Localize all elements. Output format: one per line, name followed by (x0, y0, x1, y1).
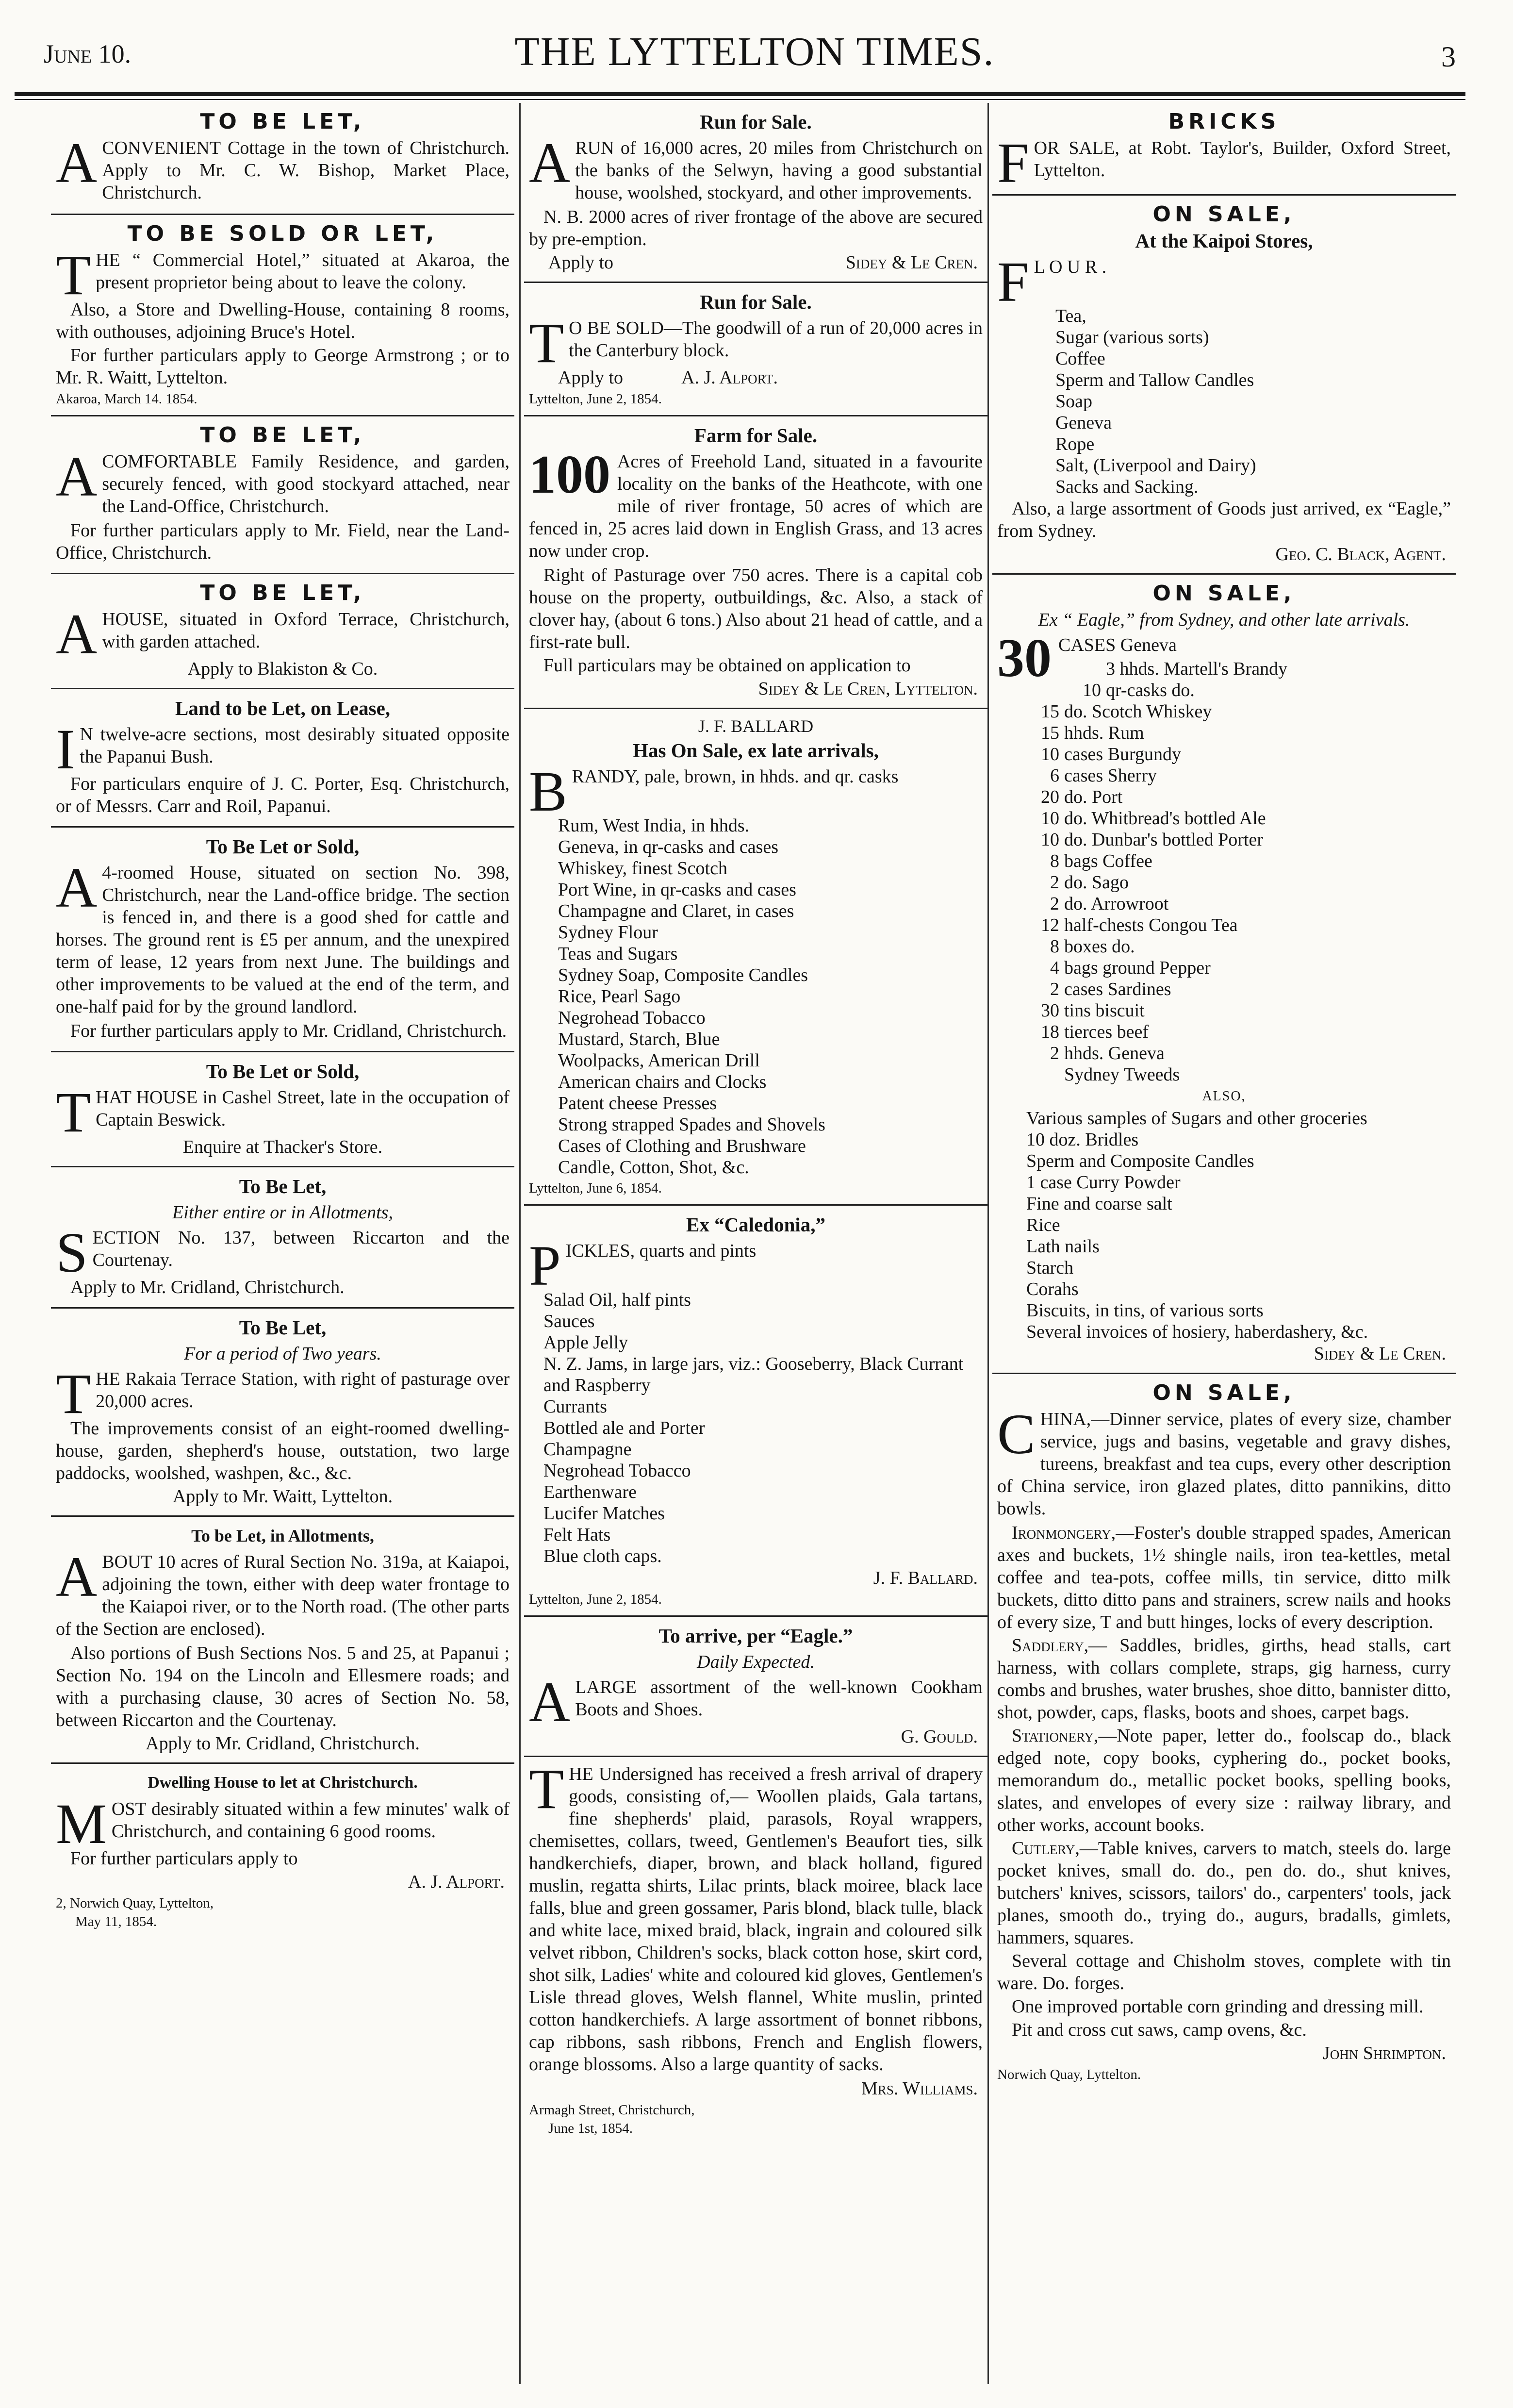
list-item: Starch (1026, 1258, 1074, 1278)
list-item: 10 qr-casks do. (1083, 680, 1195, 700)
advert (51, 1052, 514, 1167)
advert-date: Lyttelton, June 2, 1854. (529, 1592, 662, 1607)
list-item: Mustard, Starch, Blue (558, 1029, 720, 1049)
drop-cap: S (56, 1221, 88, 1284)
advert-heading: TO BE LET, (200, 581, 365, 605)
drop-cap: T (56, 1362, 91, 1426)
list-item: Coffee (1055, 349, 1105, 369)
advert-heading: Dwelling House to let at Christchurch. (148, 1774, 418, 1792)
advert-apply: Apply to (558, 367, 624, 388)
advert-body: N twelve-acre sections, most desirably situated opposite the Papanui Bush. (80, 724, 510, 767)
advert-heading: Run for Sale. (700, 111, 812, 133)
list-item: Sydney Soap, Composite Candles (558, 965, 808, 985)
advert-heading: To arrive, per “Eagle.” (658, 1625, 853, 1647)
advert-date: Lyttelton, June 2, 1854. (529, 391, 662, 407)
list-item: 15 hhds. Rum (1041, 723, 1144, 743)
advert-body: OST desirably situated within a few minutes' walk of Christchurch, and containing 6 good rooms. (111, 1799, 510, 1842)
issue-date: June 10. (44, 39, 132, 68)
list-item: Apple Jelly (543, 1332, 628, 1353)
advert-body: ECTION No. 137, between Riccarton and the Courtenay. (92, 1228, 510, 1270)
advert-body: RUN of 16,000 acres, 20 miles from Christchurch on the banks of the Selwyn, having a good substantial house, woolshed, stockyard, and other improvements. (575, 138, 983, 203)
advert-heading: ON SALE, (1152, 202, 1296, 227)
drop-cap: T (529, 1757, 564, 1821)
advert-body: HE “ Commercial Hotel,” situated at Akaroa, the present proprietor being about to leave the colony. (96, 250, 510, 293)
advert-address: 2, Norwich Quay, Lyttelton, (56, 1895, 214, 1911)
advert-body: HINA,—Dinner service, plates of every size, chamber service, jugs and basins, vegetable and gravy dishes, tureens, breakfast and tea cups, every other description of China service, iron glazed plates, ditto pannikins, ditto bowls. (997, 1409, 1451, 1519)
drop-cap: P (529, 1234, 561, 1297)
advert-date: Akaroa, March 14. 1854. (56, 391, 197, 407)
list-item: 10 do. Whitbread's bottled Ale (1041, 808, 1266, 829)
advert (51, 574, 514, 689)
item-list (543, 1289, 983, 1567)
list-item: 10 do. Dunbar's bottled Porter (1041, 830, 1264, 850)
list-item: Sydney Flour (558, 922, 658, 943)
list-item: American chairs and Clocks (558, 1072, 767, 1092)
list-item: Champagne (543, 1439, 632, 1460)
advert-body: LARGE assortment of the well-known Cookham Boots and Shoes. (575, 1677, 983, 1720)
advert-body: CONVENIENT Cottage in the town of Christchurch. Apply to Mr. C. W. Bishop, Market Place, Christchurch. (102, 138, 510, 203)
list-item: Negrohead Tobacco (558, 1008, 706, 1028)
list-item: Salad Oil, half pints (543, 1290, 691, 1310)
advert-paragraph: Saddlery,— Saddles, bridles, girths, head stalls, cart harness, with collars complete, straps, gig harness, curry combs and brushes, water brushes, shoe ditto, bannister ditto, shot, powder, caps, flasks, boots and shoes, carpet bags. (997, 1635, 1451, 1723)
advert-heading: Run for Sale. (700, 291, 812, 313)
advert-paragraph: Also, a Store and Dwelling-House, containing 8 rooms, with outhouses, adjoining Bruce's Hotel. (56, 299, 510, 342)
list-item: Bottled ale and Porter (543, 1418, 705, 1438)
list-item: Currants (543, 1396, 607, 1417)
advert-subheading: For a period of Two years. (184, 1344, 381, 1364)
list-item: Corahs (1026, 1279, 1079, 1299)
advert-paragraph: Also portions of Bush Sections Nos. 5 and 25, at Papanui ; Section No. 194 on the Lincoln and Ellesmere roads; and with a purchasing clause, 30 acres of Section No. 58, between Riccarton and the Courtenay. (56, 1643, 510, 1730)
list-item: Geneva (1055, 413, 1112, 433)
advert-body: BOUT 10 acres of Rural Section No. 319a, at Kaiapoi, adjoining the town, either with deep water frontage to the Kaiapoi river, or to the North road. (The other parts of the Section are enclosed). (56, 1552, 510, 1639)
list-item: Lucifer Matches (543, 1503, 665, 1524)
list-item: Patent cheese Presses (558, 1093, 717, 1113)
advert (524, 709, 987, 1206)
list-item: Tea, (1055, 306, 1086, 326)
list-item: 8 bags Coffee (1050, 851, 1152, 871)
list-item: Whiskey, finest Scotch (558, 858, 727, 879)
advert-paragraph: One improved portable corn grinding and dressing mill. (1012, 1996, 1424, 2017)
advert-body: COMFORTABLE Family Residence, and garden, securely fenced, with good stockyard attached, near the Land-Office, Christchurch. (102, 451, 510, 516)
masthead-rule (15, 92, 1465, 96)
advert-heading: TO BE LET, (200, 423, 365, 448)
advert-signer: G. Gould. (901, 1727, 978, 1747)
advert-paragraph: Ironmongery,—Foster's double strapped spades, American axes and buckets, 1½ shingle nails, iron tea-kettles, metal coffee and tea-pots, coffee mills, tin service, ditto milk buckets, ditto ditto pans and strainers, screw nails and hooks of every size, T and butt hinges, locks of every description. (997, 1523, 1451, 1632)
advert (524, 283, 987, 416)
advert-paragraph: For further particulars apply to Mr. Field, near the Land-Office, Christchurch. (56, 520, 510, 563)
list-item: 20 do. Port (1041, 787, 1123, 807)
advert (51, 1517, 514, 1764)
drop-cap: A (529, 1670, 571, 1734)
advert (524, 1617, 987, 1757)
advert-paragraph: Full particulars may be obtained on application to (543, 655, 911, 676)
advert-apply: Apply to Mr. Cridland, Christchurch. (146, 1733, 420, 1754)
column-divider (519, 103, 521, 2384)
advert-heading: ON SALE, (1152, 581, 1296, 606)
advert-apply: Apply to Mr. Cridland, Christchurch. (70, 1277, 345, 1297)
advert-heading: To Be Let, (239, 1316, 327, 1339)
list-item: Sperm and Composite Candles (1026, 1151, 1254, 1171)
drop-cap: F (997, 131, 1029, 195)
list-item: Sugar (various sorts) (1055, 327, 1209, 348)
advert-heading: Land to be Let, on Lease, (175, 697, 391, 719)
drop-number: 100 (529, 445, 610, 505)
advert-signer: Sidey & Le Cren, Lyttelton. (758, 679, 978, 699)
advert-signer: Mrs. Williams. (861, 2078, 978, 2099)
advert-heading: Farm for Sale. (694, 424, 818, 447)
drop-number: 30 (997, 628, 1052, 688)
drop-cap: C (997, 1402, 1036, 1466)
list-item: Salt, (Liverpool and Dairy) (1055, 455, 1256, 476)
advert-body: ICKLES, quarts and pints (565, 1241, 756, 1261)
page-number: 3 (1441, 41, 1456, 73)
list-item: Champagne and Claret, in cases (558, 901, 794, 921)
advert (51, 416, 514, 574)
advert-address: Armagh Street, Christchurch, (529, 2102, 695, 2118)
list-item: Lath nails (1026, 1236, 1100, 1257)
list-item: Sperm and Tallow Candles (1055, 370, 1254, 390)
list-item: 12 half-chests Congou Tea (1041, 915, 1238, 935)
list-item: Negrohead Tobacco (543, 1461, 691, 1481)
advert (51, 828, 514, 1052)
list-item: 15 do. Scotch Whiskey (1041, 701, 1212, 722)
advert-heading: TO BE LET, (200, 109, 365, 134)
advert-paragraph: For further particulars apply to (70, 1848, 298, 1869)
advert-signer: John Shrimpton. (1323, 2043, 1446, 2063)
masthead (29, 28, 1480, 82)
drop-cap: I (56, 717, 75, 781)
list-item: 2 do. Arrowroot (1050, 894, 1169, 914)
drop-cap: A (56, 602, 98, 666)
advert (51, 689, 514, 828)
list-item: Soap (1055, 391, 1092, 412)
advert-paragraph: Cutlery,—Table knives, carvers to match, steels do. large pocket knives, small do. do., pen do. do., shut knives, butchers' knives, scissors, tailors' do., carpenters' tools, jack planes, smooth do., trying do., augurs, bradalls, gimlets, hammers, squares. (997, 1838, 1451, 1948)
advert-heading: BRICKS (1168, 109, 1280, 134)
drop-cap: A (56, 856, 98, 919)
list-item: N. Z. Jams, in large jars, viz.: Gooseberry, Black Currant and Raspberry (543, 1354, 964, 1395)
drop-cap: F (997, 250, 1029, 314)
advert (524, 103, 987, 283)
list-item: 3 hhds. Martell's Brandy (1106, 659, 1288, 679)
advert-heading: TO BE SOLD OR LET, (127, 221, 438, 246)
advert-date: Lyttelton, June 6, 1854. (529, 1180, 662, 1196)
advert-body: CASES Geneva (1058, 635, 1177, 655)
drop-cap: T (56, 1080, 91, 1144)
advert-apply: Apply to Mr. Waitt, Lyttelton. (172, 1486, 393, 1507)
advert-body: HE Rakaia Terrace Station, with right of pasturage over 20,000 acres. (96, 1369, 510, 1412)
advert-signer: Sidey & Le Cren. (845, 252, 978, 273)
list-item: 18 tierces beef (1041, 1022, 1149, 1042)
drop-cap: B (529, 760, 567, 823)
drop-cap: A (56, 1545, 98, 1609)
advert-paragraph: Stationery,—Note paper, letter do., foolscap do., black edged note, copy books, cyphering do., pocket books, memorandum do., metallic pocket books, spelling books, slates, and envelopes of every size : railway library, and other works, account books. (997, 1726, 1451, 1835)
list-item: Fine and coarse salt (1026, 1194, 1172, 1214)
advert-date: May 11, 1854. (75, 1914, 157, 1929)
list-item: Blue cloth caps. (543, 1546, 662, 1566)
advert-paragraph: Several cottage and Chisholm stoves, complete with tin ware. Do. forges. (997, 1951, 1451, 1993)
list-item: Various samples of Sugars and other groceries (1026, 1108, 1367, 1129)
advert-heading: To be Let, in Allotments, (191, 1526, 374, 1545)
list-item: Port Wine, in qr-casks and cases (558, 880, 796, 900)
advert-paragraph: Pit and cross cut saws, camp ovens, &c. (1012, 2020, 1307, 2040)
advert-signer: J. F. Ballard. (873, 1568, 978, 1588)
list-item: Rice, Pearl Sago (558, 986, 681, 1007)
item-list (1017, 658, 1451, 1085)
advert-paragraph: For further particulars apply to George Armstrong ; or to Mr. R. Waitt, Lyttelton. (56, 345, 510, 388)
advert-signer: Sidey & Le Cren. (1314, 1344, 1446, 1364)
column-left (51, 103, 514, 2384)
list-item: Teas and Sugars (558, 944, 678, 964)
advert-body: L O U R . (1034, 257, 1107, 277)
advert-apply: Apply to Blakiston & Co. (187, 659, 378, 679)
advert-body: Acres of Freehold Land, situated in a favourite locality on the banks of the Heathcote, with one mile of river frontage, 50 acres of which are fenced in, 25 acres laid down in English Grass, and 13 acres now under crop. (529, 451, 983, 561)
advert-subheading: Daily Expected. (697, 1652, 815, 1672)
item-list (1026, 1108, 1451, 1343)
advert-body: HAT HOUSE in Cashel Street, late in the occupation of Captain Beswick. (96, 1087, 510, 1130)
advert (524, 1206, 987, 1617)
advert-apply: Apply to (548, 252, 614, 273)
advert-heading: To Be Let or Sold, (206, 835, 360, 858)
advert (992, 103, 1456, 196)
item-list (558, 815, 983, 1178)
list-item: Candle, Cotton, Shot, &c. (558, 1157, 749, 1178)
advert (51, 215, 514, 416)
list-item: 10 cases Burgundy (1041, 744, 1181, 764)
list-item: Sydney Tweeds (1064, 1064, 1180, 1085)
list-item: 2 do. Sago (1050, 872, 1129, 893)
advert-paragraph: The improvements consist of an eight-roomed dwelling-house, garden, shepherd's house, outstation, two large paddocks, woolshed, washpen, &c., &c. (56, 1418, 510, 1483)
list-item: Sacks and Sacking. (1055, 477, 1199, 497)
advert-body: RANDY, pale, brown, in hhds. and qr. casks (572, 766, 899, 787)
list-item: Sauces (543, 1311, 595, 1331)
list-item: 30 tins biscuit (1041, 1000, 1145, 1021)
column-middle (524, 103, 987, 2384)
advert-date: June 1st, 1854. (548, 2121, 633, 2136)
drop-cap: T (529, 311, 564, 375)
advert-signer: Geo. C. Black, Agent. (1275, 544, 1446, 565)
advert-body: HE Undersigned has received a fresh arrival of drapery goods, consisting of,— Woollen plaids, Gala tartans, fine shepherds' plaid, parasols, Royal wrappers, chemisettes, collars, tweed, Gentlemen's Beaufort ties, silk handkerchiefs, diaper, brown, and black holland, figured muslin, regatta shirts, Lilac prints, black moiree, black lace falls, blue and green gossamer, Paris blond, black tulle, black and white lace, mixed braid, black, ingrain and coloured silk velvet ribbon, Children's socks, black cotton hose, skirt cord, shot silk, Ladies' white and coloured kid gloves, Gentlemen's Lisle thread gloves, Welsh flannel, White muslin, printed cotton handkerchiefs. A large assortment of bonnet ribbons, cap ribbons, sash ribbons, French and English flowers, orange blossoms. Also a large quantity of sacks. (529, 1764, 983, 2075)
advert-body: OR SALE, at Robt. Taylor's, Builder, Oxford Street, Lyttelton. (1034, 138, 1451, 181)
list-item: Cases of Clothing and Brushware (558, 1136, 806, 1156)
list-item: Woolpacks, American Drill (558, 1050, 760, 1071)
list-item: 2 hhds. Geneva (1050, 1043, 1165, 1063)
advert-paragraph: For particulars enquire of J. C. Porter, Esq. Christchurch, or of Messrs. Carr and Roil, Papanui. (56, 774, 510, 816)
advert-signer: A. J. Alport. (681, 367, 778, 388)
advert-heading: Ex “Caledonia,” (686, 1213, 826, 1236)
list-item: Several invoices of hosiery, haberdashery, &c. (1026, 1322, 1368, 1342)
advert-paragraph: N. B. 2000 acres of river frontage of the above are secured by pre-emption. (529, 207, 983, 249)
item-list (1055, 305, 1451, 498)
advert-subheading: At the Kaipoi Stores, (1135, 230, 1313, 252)
advert (51, 1764, 514, 1938)
also-label: ALSO, (1202, 1089, 1246, 1104)
newspaper-title: THE LYTTELTON TIMES. (514, 29, 995, 74)
advert-body: 4-roomed House, situated on section No. 398, Christchurch, near the Land-office bridge. The section is fenced in, and there is a good shed for cattle and horses. The ground rent is £5 per annum, and the unexpired term of lease, 12 years from next June. The buildings and other improvements to be valued at the end of the term, and one-half paid for by the ground landlord. (56, 863, 510, 1017)
advert-apply: Enquire at Thacker's Store. (182, 1137, 383, 1157)
column-divider (987, 103, 989, 2384)
list-item: 2 cases Sardines (1050, 979, 1171, 999)
advert (51, 103, 514, 215)
advert (524, 1757, 987, 2144)
advert-heading: To Be Let, (239, 1175, 327, 1197)
list-item: Geneva, in qr-casks and cases (558, 837, 778, 857)
advert-address: Norwich Quay, Lyttelton. (997, 2067, 1141, 2082)
advert-paragraph: Right of Pasturage over 750 acres. There is a capital cob house on the property, outbuildings, &c. Also, a stack of clover hay, (about 6 tons.) Also about 21 head of cattle, and a first-rate bull. (529, 565, 983, 652)
advert (51, 1309, 514, 1517)
advert-kicker: J. F. BALLARD (698, 716, 814, 736)
advert-paragraph: For further particulars apply to Mr. Cridland, Christchurch. (70, 1021, 507, 1041)
advert (992, 575, 1456, 1374)
list-item: Rice (1026, 1215, 1060, 1235)
advert (992, 196, 1456, 575)
list-item: Earthenware (543, 1482, 637, 1502)
list-item: Felt Hats (543, 1525, 611, 1545)
advert-signer: A. J. Alport. (408, 1872, 505, 1892)
list-item: Rum, West India, in hhds. (558, 815, 750, 836)
advert-heading: ON SALE, (1152, 1380, 1296, 1405)
advert-subheading: Either entire or in Allotments, (172, 1202, 393, 1223)
advert (51, 1167, 514, 1309)
list-item: 8 boxes do. (1050, 936, 1135, 957)
drop-cap: M (56, 1792, 107, 1856)
advert-paragraph: Also, a large assortment of Goods just arrived, ex “Eagle,” from Sydney. (997, 498, 1451, 541)
drop-cap: T (56, 243, 91, 307)
advert-subheading: Ex “ Eagle,” from Sydney, and other late arrivals. (1038, 610, 1410, 630)
drop-cap: A (529, 131, 571, 195)
advert-body: O BE SOLD—The goodwill of a run of 20,000 acres in the Canterbury block. (569, 318, 983, 361)
list-item: 10 doz. Bridles (1026, 1129, 1139, 1150)
advert-heading: Has On Sale, ex late arrivals, (633, 739, 879, 762)
list-item: Rope (1055, 434, 1095, 454)
advert (992, 1374, 1456, 2091)
list-item: Biscuits, in tins, of various sorts (1026, 1300, 1264, 1321)
column-right (992, 103, 1456, 2384)
list-item: 1 case Curry Powder (1026, 1172, 1181, 1193)
advert-body: HOUSE, situated in Oxford Terrace, Christchurch, with garden attached. (102, 609, 510, 652)
masthead-rule-thin (15, 99, 1465, 100)
advert-heading: To Be Let or Sold, (206, 1060, 360, 1082)
list-item: Strong strapped Spades and Shovels (558, 1114, 825, 1135)
drop-cap: A (56, 131, 98, 195)
drop-cap: A (56, 445, 98, 508)
advert (524, 416, 987, 709)
list-item: 4 bags ground Pepper (1050, 958, 1211, 978)
list-item: 6 cases Sherry (1050, 765, 1157, 786)
